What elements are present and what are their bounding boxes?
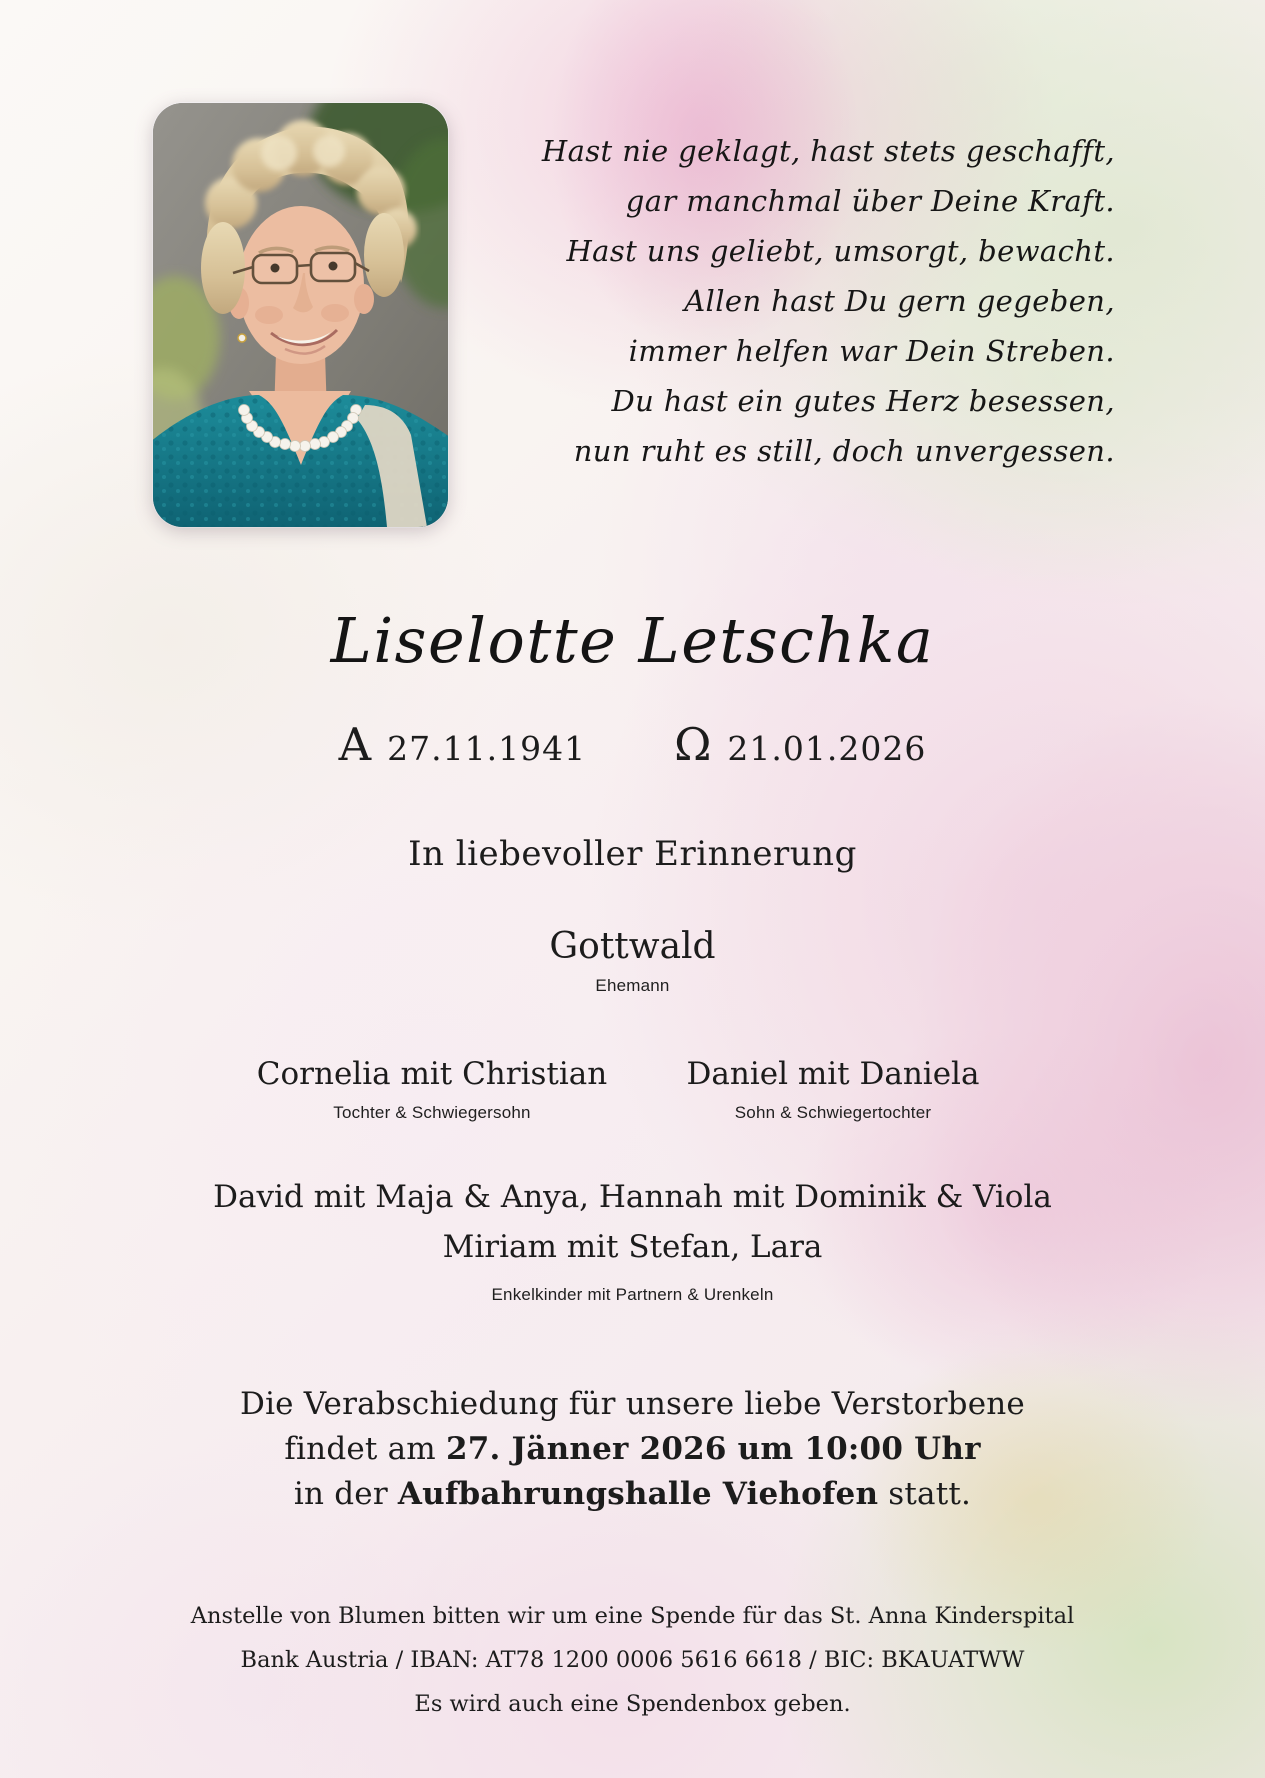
- life-dates: [0, 718, 1265, 771]
- poem-line: Du hast ein gutes Herz besessen,: [611, 384, 1115, 418]
- poem-line: Hast nie geklagt, hast stets geschafft,: [541, 134, 1115, 168]
- birth-date-group: [338, 718, 587, 771]
- funeral-location: Aufbahrungshalle Viehofen: [397, 1476, 879, 1512]
- ear: [354, 284, 374, 314]
- child-name: Daniel mit Daniela: [686, 1056, 980, 1092]
- funeral-line-2-text: findet am: [284, 1431, 446, 1467]
- grandchildren-block: [0, 1172, 1265, 1305]
- eye: [271, 264, 280, 273]
- poem-line: immer helfen war Dein Streben.: [628, 334, 1115, 368]
- child-name: Cornelia mit Christian: [256, 1056, 608, 1092]
- funeral-datetime: 27. Jänner 2026 um 10:00 Uhr: [445, 1431, 981, 1467]
- donation-line-1: Anstelle von Blumen bitten wir um eine Spende für das St. Anna Kinderspital: [190, 1603, 1075, 1629]
- spouse-relation: Ehemann: [595, 976, 670, 995]
- funeral-line-3: [0, 1472, 1265, 1517]
- death-date-group: [674, 718, 927, 771]
- portrait-photo: [153, 103, 448, 527]
- eye: [329, 262, 338, 271]
- earring: [238, 334, 246, 342]
- remembrance-title: In liebevoller Erinnerung: [408, 834, 857, 874]
- grandchildren-line-1: David mit Maja & Anya, Hannah mit Dominik & Viola: [213, 1179, 1052, 1215]
- funeral-line-3-suffix: statt.: [878, 1476, 972, 1512]
- birth-date: 27.11.1941: [387, 729, 587, 768]
- grandchildren-line-2: Miriam mit Stefan, Lara: [442, 1229, 823, 1265]
- donation-note: [0, 1594, 1265, 1726]
- child-relation: Sohn & Schwiegertochter: [734, 1103, 932, 1122]
- child-relation: Tochter & Schwiegersohn: [333, 1103, 531, 1122]
- memorial-poem: [542, 126, 1115, 476]
- child-column: [687, 1056, 980, 1123]
- omega-symbol: Ω: [674, 718, 712, 771]
- funeral-notice: [0, 1382, 1265, 1517]
- funeral-line-2: [0, 1427, 1265, 1472]
- death-date: 21.01.2026: [727, 729, 927, 768]
- funeral-line-3-text: in der: [293, 1476, 398, 1512]
- child-column: [257, 1056, 607, 1123]
- poem-line: Allen hast Du gern gegeben,: [684, 284, 1115, 318]
- grandchildren-relation: Enkelkinder mit Partnern & Urenkeln: [491, 1285, 774, 1304]
- donation-line-3: Es wird auch eine Spendenbox geben.: [414, 1691, 851, 1717]
- poem-line: nun ruht es still, doch unvergessen.: [573, 434, 1115, 468]
- spouse-name: Gottwald: [549, 926, 716, 967]
- donation-line-2: Bank Austria / IBAN: AT78 1200 0006 5616 6618 / BIC: BKAUATWW: [240, 1647, 1025, 1673]
- funeral-line-1: Die Verabschiedung für unsere liebe Verstorbene: [240, 1386, 1025, 1422]
- poem-line: Hast uns geliebt, umsorgt, bewacht.: [566, 234, 1115, 268]
- portrait-illustration: [153, 103, 448, 527]
- spouse-block: [0, 926, 1265, 996]
- deceased-name: Liselotte Letschka: [330, 604, 935, 677]
- poem-line: gar manchmal über Deine Kraft.: [625, 184, 1115, 218]
- alpha-symbol: A: [338, 718, 372, 771]
